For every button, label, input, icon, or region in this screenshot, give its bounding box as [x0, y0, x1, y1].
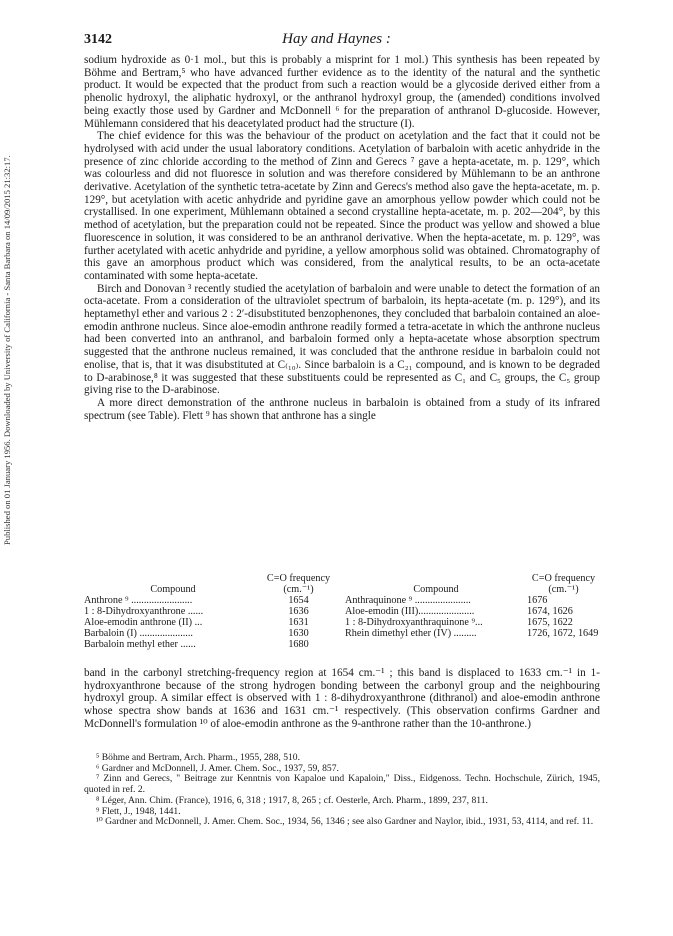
table-row: Aloe-emodin anthrone (II) ... 1631 1 : 8-Dihydroxyanthraquinone ⁹... 1675, 1622: [84, 617, 573, 628]
download-stamp: Published on 01 January 1956. Downloaded by University of California - Santa Barbara on 14/09/2015 21:32:17.: [2, 155, 12, 546]
table-row: 1 : 8-Dihydroxyanthrone ...... 1636 Aloe-emodin (III)...................... 1674, 1626: [84, 606, 573, 617]
table-row: Barbaloin (I) ..................... 1630 Rhein dimethyl ether (IV) ......... 1726, 1672, 1649: [84, 628, 599, 639]
header-compound-right: Compound: [413, 584, 459, 595]
carbonyl-frequency-table: [84, 573, 600, 650]
running-title: Hay and Haynes :: [282, 31, 391, 47]
footnote-9: ⁹ Flett, J., 1948, 1441.: [96, 805, 181, 817]
paragraph-1: sodium hydroxide as 0·1 mol., but this is probably a misprint for 1 mol.) This synthesis has been repeated by Böhme and Bertram,⁵ who have advanced further evidence as to the identity of the natural and the synthetic product. It would be expected that the product from such a reaction would be a glycoside derived either from a phenolic hydroxyl, the aliphatic hydroxyl, or the anthranol hydroxyl group, the (amended) conditions involved being exactly those used by Gardner and McDonnell ⁶ for the preparation of anthranol D-glucoside. However, Mühlemann considered that his deacetylated product had the structure (I).: [84, 54, 600, 130]
table-row: Barbaloin methyl ether ...... 1680: [84, 639, 309, 650]
paragraph-5: band in the carbonyl stretching-frequency region at 1654 cm.⁻¹ ; this band is displaced to 1633 cm.⁻¹ in 1-hydroxyanthrone because of the strong hydrogen bonding between the carbonyl group and the neighbouring hydroxyl group. A similar effect is observed with 1 : 8-dihydroxyanthrone (dithranol) and aloe-emodin anthrone whose spectra show bands at 1636 and 1631 cm.⁻¹ respectively. (This observation confirms Gardner and McDonnell's formulation ¹⁰ of aloe-emodin anthrone as the 9-anthrone rather than the 10-anthrone.): [84, 667, 600, 730]
page-number: 3142: [84, 32, 112, 47]
header-compound-left: Compound: [150, 584, 196, 595]
header-frequency-left: C=O frequency (cm.⁻¹): [266, 573, 331, 595]
paragraph-2: The chief evidence for this was the behaviour of the product on acetylation and the fact that it could not be hydrolysed with acid under the usual laboratory conditions. Acetylation of barbaloin with acetic anhydride in the presence of zinc chloride according to the method of Zinn and Gerecs ⁷ gave a hepta-acetate, m. p. 129°, which was colourless and did not fluoresce in solution and was therefore considered by Mühlemann to be an anthrone derivative. Acetylation of the synthetic tetra-acetate by Zinn and Gerecs's method also gave the hepta-acetate, m. p. 129°, but acetylation with acetic anhydride and pyridine gave an amorphous yellow powder which could not be crystallised. In one experiment, Mühlemann obtained a second crystalline hepta-acetate, m. p. 202—204°, by this method of acetylation, but the preparation could not be repeated. Since the product was yellow and showed a blue fluorescence in solution, it was considered to be an anthranol derivative. When the hepta-acetate, m. p. 129°, was further acetylated with acetic anhydride and pyridine, a yellow amorphous solid was obtained. Chromatography of this gave an amorphous product which was considered, from the analytical results, to be an octa-acetate contaminated with some hepta-acetate.: [84, 130, 600, 282]
main-text: [84, 54, 600, 422]
footnote-10: ¹⁰ Gardner and McDonnell, J. Amer. Chem. Soc., 1934, 56, 1346 ; see also Gardner and Naylor, ibid., 1931, 53, 4114, and ref. 11.: [96, 816, 594, 828]
table-row: Anthrone ⁹ ........................ 1654 Anthraquinone ⁹ ...................... 1676: [84, 595, 548, 606]
table-header: [84, 573, 600, 595]
footnote-7: ⁷ Zinn and Gerecs, " Beitrage zur Kenntnis von Kapaloe und Kapaloin," Diss., Eidgenoss. Techn. Hochschule, Zürich, 1945, quoted in ref. 2.: [84, 773, 600, 796]
footnote-5: ⁵ Böhme and Bertram, Arch. Pharm., 1955, 288, 510.: [96, 752, 300, 763]
header-frequency-right: C=O frequency (cm.⁻¹): [531, 573, 596, 595]
footnotes: [84, 753, 600, 828]
paragraph-3: Birch and Donovan ³ recently studied the acetylation of barbaloin and were unable to detect the formation of an octa-acetate. From a consideration of the ultraviolet spectrum of barbaloin, its hepta-acetate (m. p. 129°), and its heptamethyl ether and various 2 : 2′-disubstituted benzophenones, they concluded that barbaloin contained an aloe-emodin anthrone nucleus. Since aloe-emodin anthrone readily formed a tetra-acetate in which the anthrone nucleus had been converted into an anthranol, and barbaloin formed only a hepta-acetate whose absorption spectrum suggested that the anthrone nucleus remained, it was concluded that the anthrone residue in barbaloin could not enolise, that is, that it was disubstituted at C₍₁₀₎. Since barbaloin is a C₂₁ compound, and is known to be degraded to D-arabinose,⁸ it was suggested that these substituents could be represented as C₁ and C₅ groups, the C₅ group giving rise to the D-arabinose.: [84, 282, 600, 397]
footnote-8: ⁸ Léger, Ann. Chim. (France), 1916, 6, 318 ; 1917, 8, 265 ; cf. Oesterle, Arch. Pharm., 1899, 237, 811.: [96, 794, 488, 806]
footnote-6: ⁶ Gardner and McDonnell, J. Amer. Chem. Soc., 1937, 59, 857.: [96, 762, 339, 774]
after-table-text: [84, 667, 600, 731]
paragraph-4: A more direct demonstration of the anthrone nucleus in barbaloin is obtained from a study of its infrared spectrum (see Table). Flett ⁹ has shown that anthrone has a single: [84, 396, 600, 422]
